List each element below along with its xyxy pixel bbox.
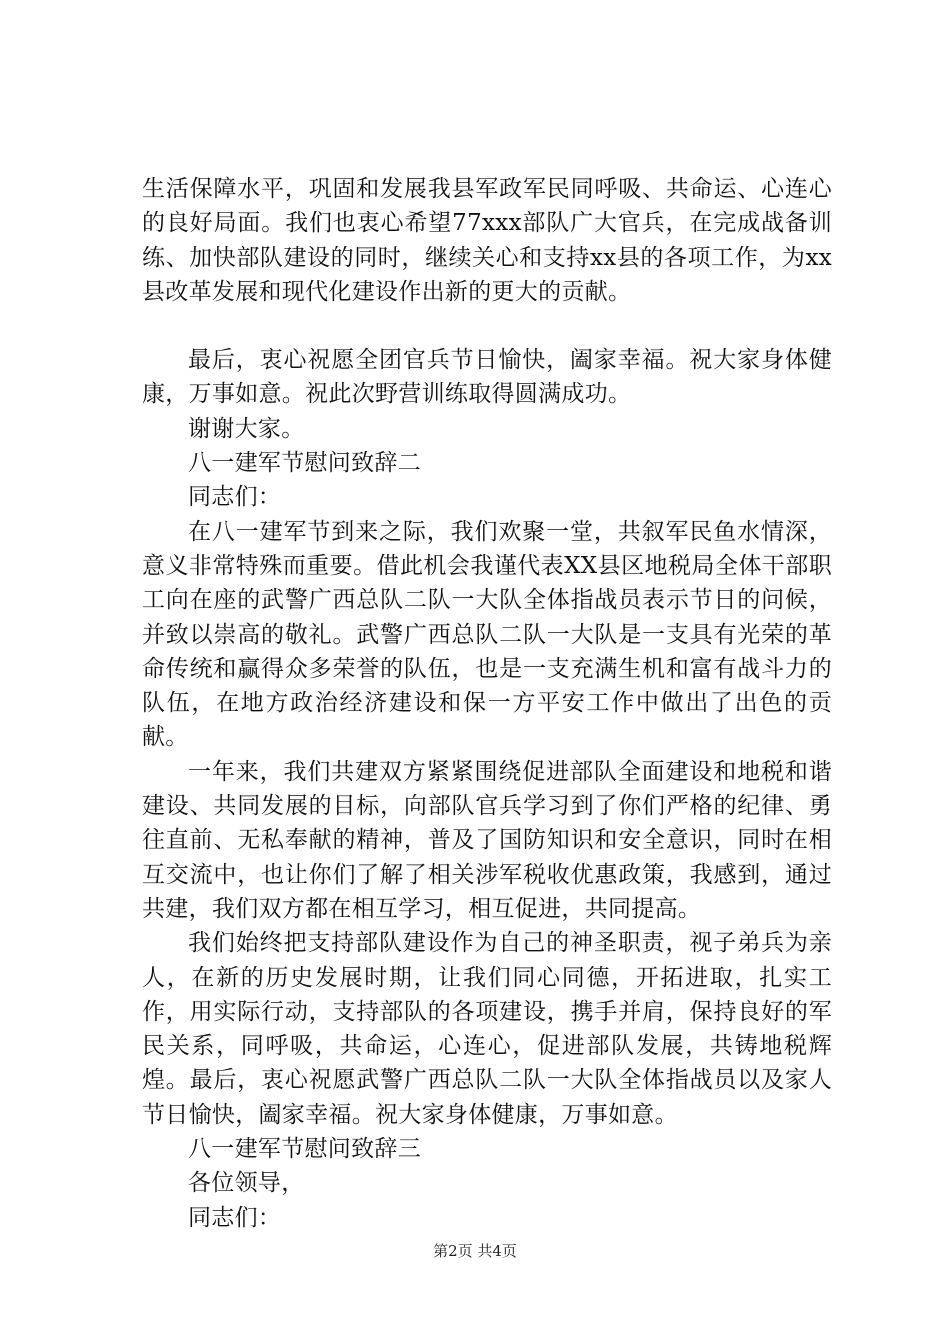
salutation-comrades: 同志们： <box>188 484 282 511</box>
paragraph-past-year: 一年来，我们共建双方紧紧围绕促进部队全面建设和地税和谐建设、共同发展的目标，向部队官兵学习到了你们严格的纪律、勇往直前、无私奉献的精神，普及了国防知识和安全意识，同时在相互交流中，也让你们了解了相关涉军税收优惠政策，我感到，通过共建，我们双方都在相互学习，相互促进，共同提高。 <box>142 758 832 922</box>
page-number-footer: 第2页 共4页 <box>433 1242 517 1260</box>
paragraph-commitment: 我们始终把支持部队建设作为自己的神圣职责，视子弟兵为亲人，在新的历史发展时期，让我们同心同德，开拓进取，扎实工作，用实际行动，支持部队的各项建设，携手并肩，保持良好的军民关系，同呼吸，共命运，心连心，促进部队发展，共铸地税辉煌。最后，衷心祝愿武警广西总队二队一大队全体指战员以及家人节日愉快，阖家幸福。祝大家身体健康，万事如意。 <box>142 930 832 1128</box>
document-body <box>142 172 832 1235</box>
salutation-leaders: 各位领导， <box>188 1170 305 1197</box>
section-heading-speech-three: 八一建军节慰问致辞三 <box>188 1136 421 1163</box>
paragraph-greeting: 在八一建军节到来之际，我们欢聚一堂，共叙军民鱼水情深，意义非常特殊而重要。借此机会我谨代表XX县区地税局全体干部职工向在座的武警广西总队二队一大队全体指战员表示节日的问候，并致以崇高的敬礼。武警广西总队二队一大队是一支具有光荣的革命传统和赢得众多荣誉的队伍，也是一支充满生机和富有战斗力的队伍，在地方政治经济建设和保一方平安工作中做出了出色的贡献。 <box>142 518 832 751</box>
paragraph-continuation: 生活保障水平，巩固和发展我县军政军民同呼吸、共命运、心连心的良好局面。我们也衷心希望77xxx部队广大官兵，在完成战备训练、加快部队建设的同时，继续关心和支持xx县的各项工作，为xx县改革发展和现代化建设作出新的更大的贡献。 <box>142 176 832 305</box>
paragraph-thanks: 谢谢大家。 <box>188 415 305 442</box>
section-heading-speech-two: 八一建军节慰问致辞二 <box>188 450 421 477</box>
paragraph-closing-wishes: 最后，衷心祝愿全团官兵节日愉快，阖家幸福。祝大家身体健康，万事如意。祝此次野营训练取得圆满成功。 <box>142 347 832 408</box>
salutation-comrades-two: 同志们： <box>188 1204 282 1231</box>
